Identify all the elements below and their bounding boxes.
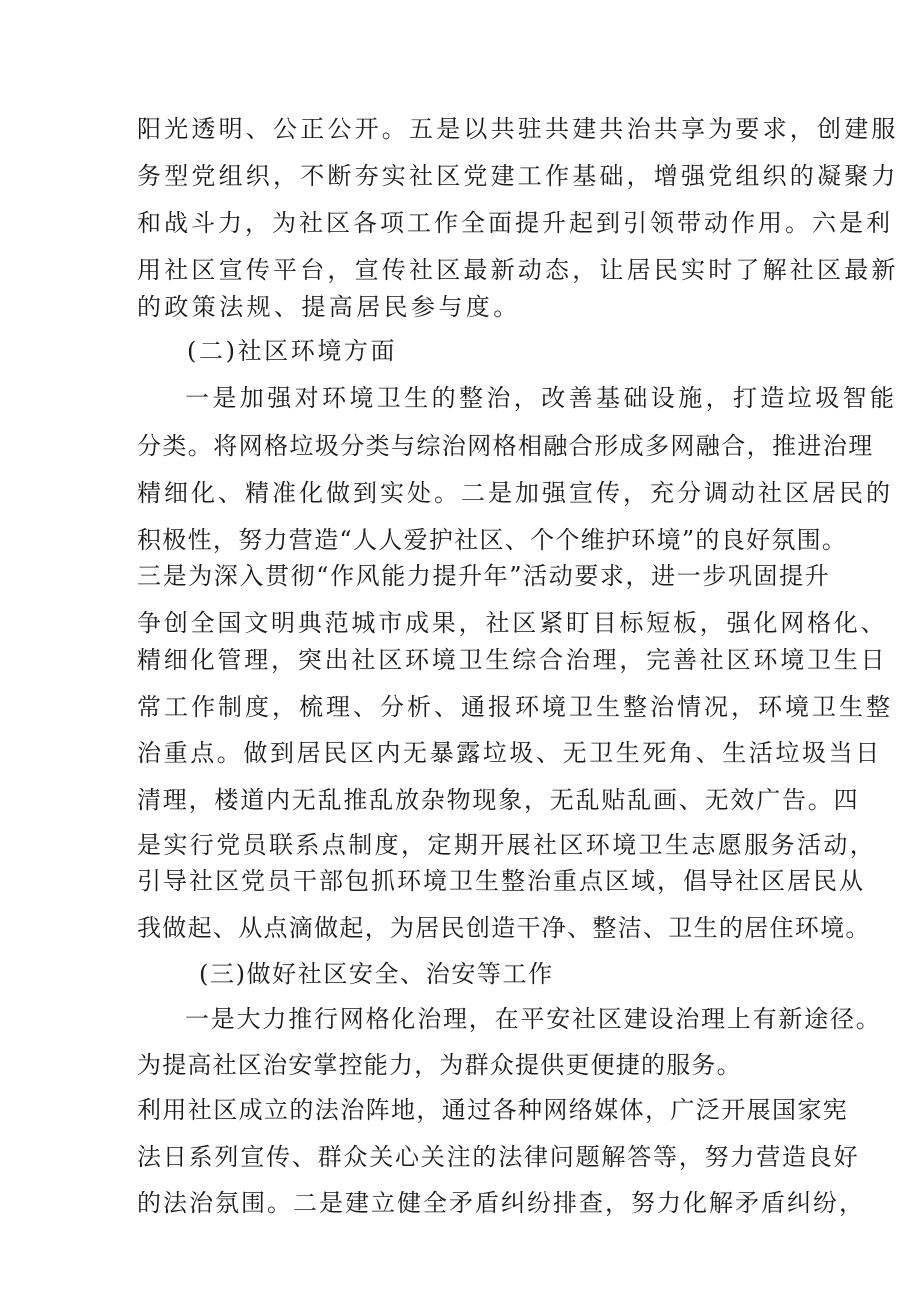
paragraph-line: 务型党组织，不断夯实社区党建工作基础，增强党组织的凝聚力 [137,162,899,190]
section-heading-safety: (三)做好社区安全、治安等工作 [199,960,554,988]
paragraph-line: 的政策法规、提高居民参与度。 [137,293,521,321]
paragraph-line: 一是大力推行网格化治理，在平安社区建设治理上有新途径。 [185,1005,882,1033]
paragraph-line: 阳光透明、公正公开。五是以共驻共建共治共享为要求，创建服 [137,115,899,143]
paragraph-line: 常工作制度，梳理、分析、通报环境卫生整治情况，环境卫生整 [137,693,893,721]
paragraph-line: 清理，楼道内无乱推乱放杂物现象，无乱贴乱画、无效广告。四 [137,786,860,814]
paragraph-line: 和战斗力，为社区各项工作全面提升起到引领带动作用。六是利 [137,209,893,237]
paragraph-line: 是实行党员联系点制度，定期开展社区环境卫生志愿服务活动， [137,831,877,859]
section-heading-environment: (二)社区环境方面 [187,337,398,365]
paragraph-line: 积极性，努力营造“人人爱护社区、个个维护环境”的良好氛围。 [137,526,848,554]
paragraph-line: 精细化管理，突出社区环境卫生综合治理，完善社区环境卫生日 [137,646,888,674]
paragraph-line: 法日系列宣传、群众关心关注的法律问题解答等，努力营造良好 [137,1143,860,1171]
paragraph-line: 治重点。做到居民区内无暴露垃圾、无卫生死角、生活垃圾当日 [137,739,882,767]
paragraph-line: 用社区宣传平台，宣传社区最新动态，让居民实时了解社区最新 [137,256,899,284]
paragraph-line: 引导社区党员干部包抓环境卫生整治重点区域，倡导社区居民从 [137,867,865,895]
paragraph-line: 争创全国文明典范城市成果，社区紧盯目标短板，强化网格化、 [137,609,888,637]
paragraph-line: 一是加强对环境卫生的整治，改善基础设施，打造垃圾智能 [185,384,898,412]
paragraph-line: 三是为深入贯彻“作风能力提升年”活动要求，进一步巩固提升 [137,562,831,590]
paragraph-line: 的法治氛围。二是建立健全矛盾纠纷排查，努力化解矛盾纠纷， [137,1189,865,1217]
paragraph-line: 我做起、从点滴做起，为居民创造干净、整洁、卫生的居住环境。 [137,914,871,942]
paragraph-line: 分类。将网格垃圾分类与综治网格相融合形成多网融合，推进治理 [137,432,874,460]
paragraph-line: 为提高社区治安掌控能力，为群众提供更便捷的服务。 [137,1051,742,1079]
paragraph-line: 精细化、精准化做到实处。二是加强宣传，充分调动社区居民的 [137,479,893,507]
paragraph-line: 利用社区成立的法治阵地，通过各种网络媒体，广泛开展国家宪 [137,1096,849,1124]
